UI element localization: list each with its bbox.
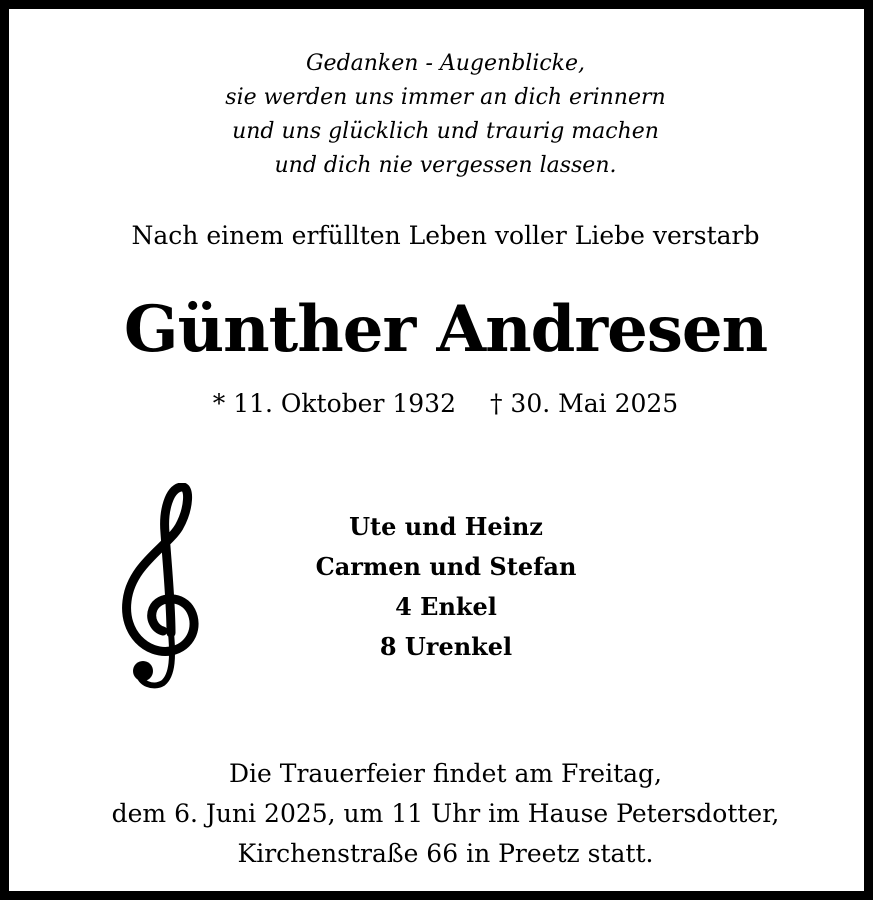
death-date: † 30. Mai 2025: [489, 389, 679, 418]
family-member: 8 Urenkel: [379, 632, 513, 661]
poem-verse: [9, 47, 873, 183]
intro-text: Nach einem erfüllten Leben voller Liebe verstarb: [131, 221, 760, 250]
funeral-info-line: Kirchenstraße 66 in Preetz statt.: [237, 839, 654, 868]
poem-line: und uns glücklich und traurig machen: [232, 119, 659, 144]
poem-line: und dich nie vergessen lassen.: [274, 153, 617, 178]
poem-line: sie werden uns immer an dich erinnern: [225, 85, 666, 110]
poem-line: Gedanken - Augenblicke,: [305, 51, 586, 76]
funeral-info: [9, 754, 873, 874]
life-dates: [9, 384, 873, 424]
family-member: Carmen und Stefan: [315, 552, 577, 581]
treble-clef-icon: [119, 483, 199, 691]
deceased-name: Günther Andresen: [123, 292, 768, 367]
family-member: 4 Enkel: [395, 592, 497, 621]
funeral-info-line: dem 6. Juni 2025, um 11 Uhr im Hause Petersdotter,: [111, 799, 780, 828]
family-member: Ute und Heinz: [349, 512, 543, 541]
family-list: [246, 507, 646, 667]
funeral-info-line: Die Trauerfeier findet am Freitag,: [228, 759, 662, 788]
birth-date: * 11. Oktober 1932: [212, 389, 456, 418]
